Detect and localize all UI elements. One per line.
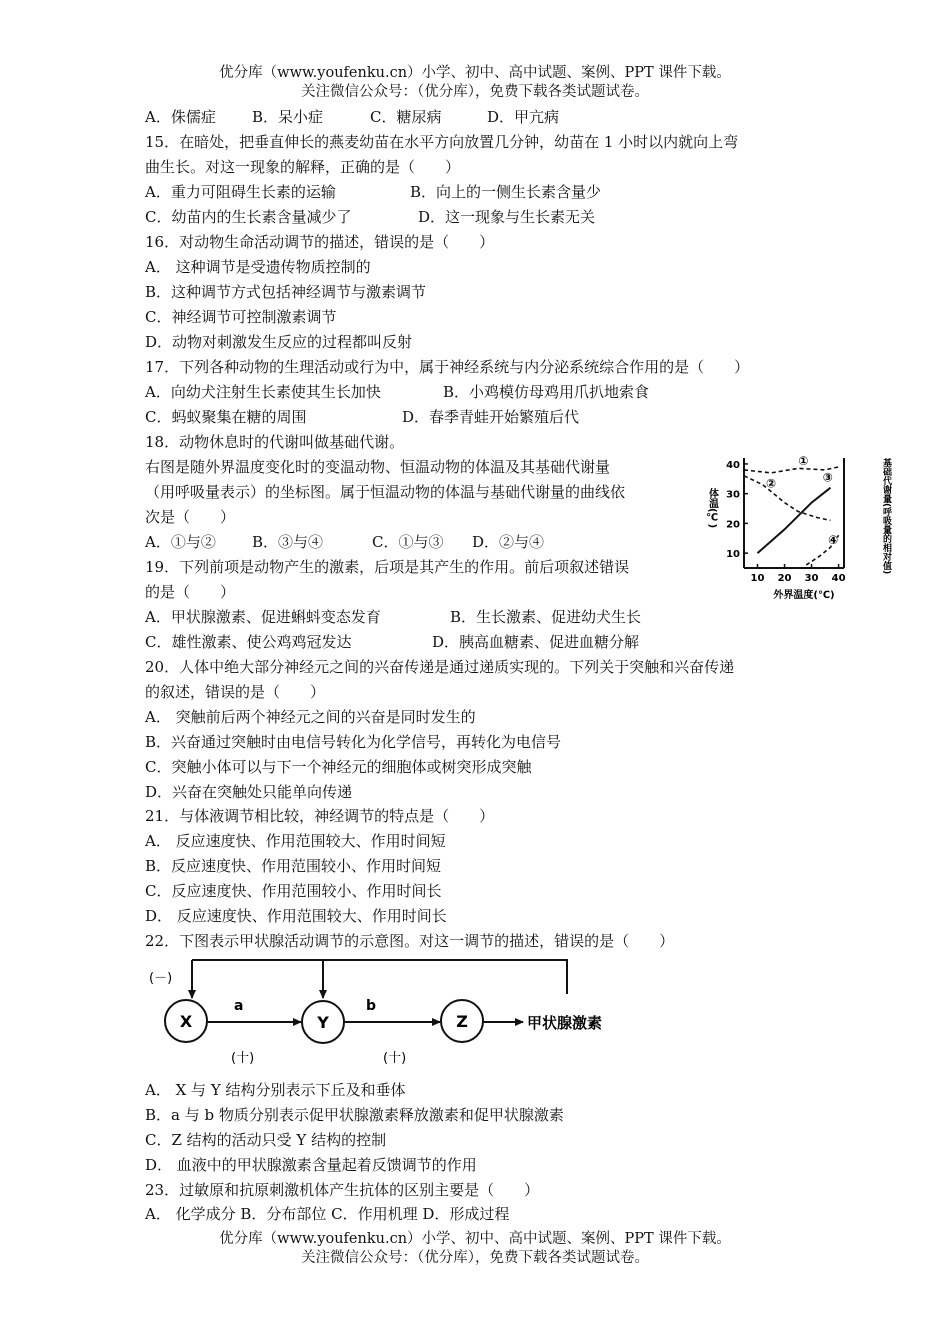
x-tick-label: 30 (804, 573, 819, 584)
q14-option-a: A．侏儒症 (145, 108, 216, 126)
label-minus: (－) (149, 971, 173, 986)
header-line-1: 优分库（www.youfenku.cn）小学、初中、高中试题、案例、PPT 课件下载。 (219, 65, 731, 81)
q20-stem-2: 的叙述，错误的是（ ） (145, 683, 326, 701)
q16-stem: 16．对动物生命活动调节的描述，错误的是（ ） (145, 233, 495, 251)
series-label-1: ① (798, 453, 809, 468)
q22-stem: 22．下图表示甲状腺活动调节的示意图。对这一调节的描述，错误的是（ ） (145, 932, 675, 950)
y-tick-label: 20 (726, 519, 740, 531)
q18-stem-3: （用呼吸量表示）的坐标图。属于恒温动物的体温与基础代谢量的曲线依 (145, 483, 626, 501)
q17-option-d: D．春季青蛙开始繁殖后代 (402, 408, 580, 426)
q16-option-c: C．神经调节可控制激素调节 (145, 308, 337, 326)
q15-option-c: C．幼苗内的生长素含量减少了 (145, 208, 352, 226)
q21-option-c: C．反应速度快、作用范围较小、作用时间长 (145, 882, 442, 900)
q15-option-a: A．重力可阻碍生长素的运输 (145, 183, 336, 201)
q17-option-c: C．蚂蚁聚集在糖的周围 (145, 408, 307, 426)
node-z-label: Z (456, 1012, 468, 1031)
q21-option-d: D． 反应速度快、作用范围较大、作用时间长 (145, 907, 447, 925)
q21-stem: 21．与体液调节相比较，神经调节的特点是（ ） (145, 807, 495, 825)
series-label-2: ② (765, 476, 777, 491)
feedback-line (192, 960, 567, 994)
q22-option-a: A． X 与 Y 结构分别表示下丘及和垂体 (145, 1081, 406, 1099)
label-product: 甲状腺激素 (527, 1014, 603, 1032)
node-x-label: X (179, 1012, 193, 1031)
q21-option-b: B．反应速度快、作用范围较小、作用时间短 (145, 857, 442, 875)
q17-option-a: A．向幼犬注射生长素使其生长加快 (145, 383, 381, 401)
q16-option-d: D．动物对刺激发生反应的过程都叫反射 (145, 333, 413, 351)
q22-option-b: B．a 与 b 物质分别表示促甲状腺激素释放激素和促甲状腺激素 (145, 1106, 564, 1124)
q18-option-d: D．②与④ (472, 533, 545, 551)
q20-option-c: C．突触小体可以与下一个神经元的细胞体或树突形成突触 (145, 758, 532, 776)
q19-stem-1: 19．下列前项是动物产生的激素，后项是其产生的作用。前后项叙述错误 (145, 558, 630, 576)
q20-option-d: D．兴奋在突触处只能单向传递 (145, 783, 353, 801)
q21-option-a: A． 反应速度快、作用范围较大、作用时间短 (145, 832, 446, 850)
label-a: a (234, 998, 244, 1014)
q14-option-d: D．甲亢病 (487, 108, 560, 126)
q19-options-cd (145, 632, 639, 652)
node-y-label: Y (317, 1013, 329, 1032)
q19-option-c: C．雄性激素、使公鸡鸡冠发达 (145, 633, 352, 651)
q18-option-c: C．①与③ (372, 533, 444, 551)
label-plus-2: (十) (383, 1051, 407, 1066)
page-footer (0, 1230, 950, 1268)
q15-stem-2: 曲生长。对这一现象的解释，正确的是（ ） (145, 158, 461, 176)
footer-line-2: 关注微信公众号：（优分库），免费下载各类试题试卷。 (301, 1250, 649, 1266)
q22-diagram (145, 952, 615, 1074)
q17-option-b: B．小鸡模仿母鸡用爪扒地索食 (443, 383, 650, 401)
y-tick-label: 40 (726, 459, 740, 471)
series-label-3: ③ (822, 470, 833, 485)
q20-stem-1: 20．人体中绝大部分神经元之间的兴奋传递是通过递质实现的。下列关于突触和兴奋传递 (145, 658, 735, 676)
q18-option-b: B．③与④ (252, 533, 324, 551)
page-header (0, 64, 950, 102)
q19-option-a: A．甲状腺激素、促进蝌蚪变态发育 (145, 608, 381, 626)
x-axis-title: 外界温度(℃) (773, 590, 835, 600)
label-plus-1: (十) (231, 1051, 255, 1066)
q14-option-b: B．呆小症 (252, 108, 324, 126)
q15-stem-1: 15．在暗处，把垂直伸长的燕麦幼苗在水平方向放置几分钟，幼苗在 1 小时以内就向上弯 (145, 133, 739, 151)
x-tick-label: 10 (750, 573, 765, 584)
y-axis-title-right: 基础代谢量(呼吸量的相对值) (881, 458, 891, 575)
q18-chart (700, 448, 896, 600)
q18-option-a: A．①与② (145, 533, 216, 551)
footer-line-1: 优分库（www.youfenku.cn）小学、初中、高中试题、案例、PPT 课件下载。 (219, 1231, 731, 1247)
q16-option-a: A． 这种调节是受遗传物质控制的 (145, 258, 371, 276)
series-label-4: ④ (828, 532, 839, 547)
q18-options (145, 532, 544, 552)
q17-options-cd (145, 407, 579, 427)
q23-stem: 23．过敏原和抗原刺激机体产生抗体的区别主要是（ ） (145, 1181, 540, 1199)
y-tick-label: 30 (726, 489, 740, 501)
q15-option-d: D．这一现象与生长素无关 (418, 208, 596, 226)
series-line-3 (758, 488, 831, 553)
label-b: b (366, 998, 377, 1014)
q20-option-b: B．兴奋通过突触时由电信号转化为化学信号，再转化为电信号 (145, 733, 562, 751)
q15-options-cd (145, 207, 595, 227)
q16-option-b: B．这种调节方式包括神经调节与激素调节 (145, 283, 427, 301)
q19-options-ab (145, 607, 641, 627)
q15-option-b: B．向上的一侧生长素含量少 (410, 183, 602, 201)
q18-stem-4: 次是（ ） (145, 508, 236, 526)
y-tick-label: 10 (726, 549, 740, 561)
x-tick-label: 40 (831, 573, 846, 584)
header-line-2: 关注微信公众号：（优分库），免费下载各类试题试卷。 (301, 84, 649, 100)
q22-option-c: C．Z 结构的活动只受 Y 结构的控制 (145, 1131, 387, 1149)
q23-options: A． 化学成分 B．分布部位 C．作用机理 D．形成过程 (145, 1205, 510, 1223)
q14-option-c: C．糖尿病 (370, 108, 442, 126)
q19-option-d: D．胰高血糖素、促进血糖分解 (432, 633, 640, 651)
q18-stem-2: 右图是随外界温度变化时的变温动物、恒温动物的体温及其基础代谢量 (145, 458, 611, 476)
q15-options-ab (145, 182, 601, 202)
q19-option-b: B．生长激素、促进幼犬生长 (450, 608, 642, 626)
q14-options (145, 107, 559, 127)
q18-stem-1: 18．动物休息时的代谢叫做基础代谢。 (145, 433, 405, 451)
q17-options-ab (145, 382, 649, 402)
q17-stem: 17．下列各种动物的生理活动或行为中，属于神经系统与内分泌系统综合作用的是（ ） (145, 358, 750, 376)
q22-option-d: D． 血液中的甲状腺激素含量起着反馈调节的作用 (145, 1156, 477, 1174)
y-axis-title-left: 体温(℃) (706, 488, 718, 529)
q20-option-a: A． 突触前后两个神经元之间的兴奋是同时发生的 (145, 708, 476, 726)
x-tick-label: 20 (777, 573, 792, 584)
q19-stem-2: 的是（ ） (145, 583, 236, 601)
